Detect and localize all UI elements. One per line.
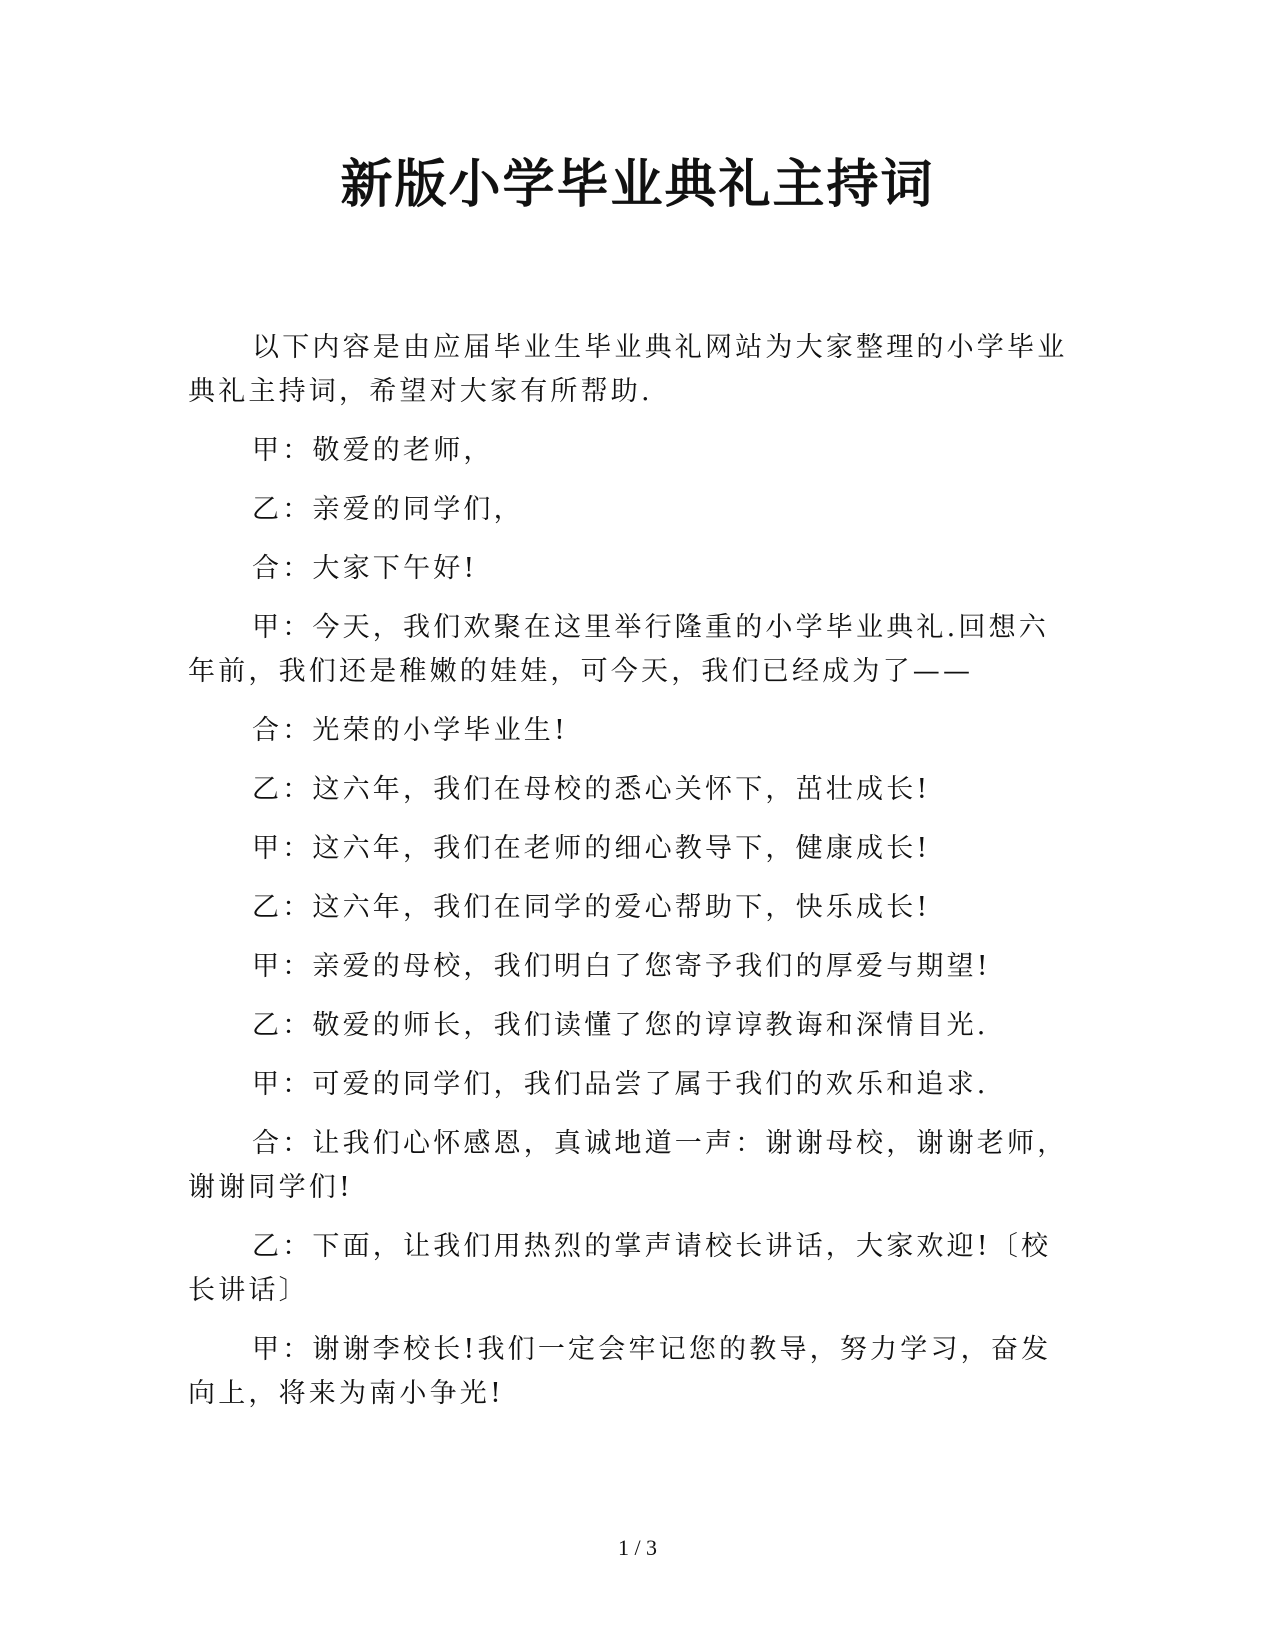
- paragraph: 甲：敬爱的老师，: [252, 435, 494, 466]
- paragraph: 甲：谢谢李校长!我们一定会牢记您的教导，努力学习，奋发向上，将来为南小争光!: [188, 1334, 1052, 1409]
- paragraph: 乙：亲爱的同学们，: [252, 494, 524, 525]
- paragraph: 甲：可爱的同学们，我们品尝了属于我们的欢乐和追求.: [252, 1069, 989, 1100]
- paragraph: 甲：这六年，我们在老师的细心教导下，健康成长!: [252, 833, 931, 864]
- paragraph: 甲：亲爱的母校，我们明白了您寄予我们的厚爱与期望!: [252, 951, 991, 982]
- paragraph: 乙：这六年，我们在同学的爱心帮助下，快乐成长!: [252, 892, 931, 923]
- paragraph: 甲：今天，我们欢聚在这里举行隆重的小学毕业典礼.回想六年前，我们还是稚嫩的娃娃，可今天，我们已经成为了——: [188, 612, 1049, 687]
- paragraph: 合：大家下午好!: [252, 553, 478, 584]
- document-title: 新版小学毕业典礼主持词: [340, 154, 935, 215]
- paragraph: 乙：下面，让我们用热烈的掌声请校长讲话，大家欢迎!〔校长讲话〕: [188, 1231, 1052, 1306]
- paragraph: 合：让我们心怀感恩，真诚地道一声：谢谢母校，谢谢老师，谢谢同学们!: [188, 1128, 1068, 1203]
- paragraph: 乙：这六年，我们在母校的悉心关怀下，茁壮成长!: [252, 774, 931, 805]
- page-number: 1 / 3: [617, 1535, 658, 1560]
- paragraph: 乙：敬爱的师长，我们读懂了您的谆谆教诲和深情目光.: [252, 1010, 989, 1041]
- paragraph-intro: 以下内容是由应届毕业生毕业典礼网站为大家整理的小学毕业典礼主持词，希望对大家有所帮助.: [188, 332, 1068, 407]
- document-body: [188, 326, 1078, 1431]
- paragraph: 合：光荣的小学毕业生!: [252, 715, 569, 746]
